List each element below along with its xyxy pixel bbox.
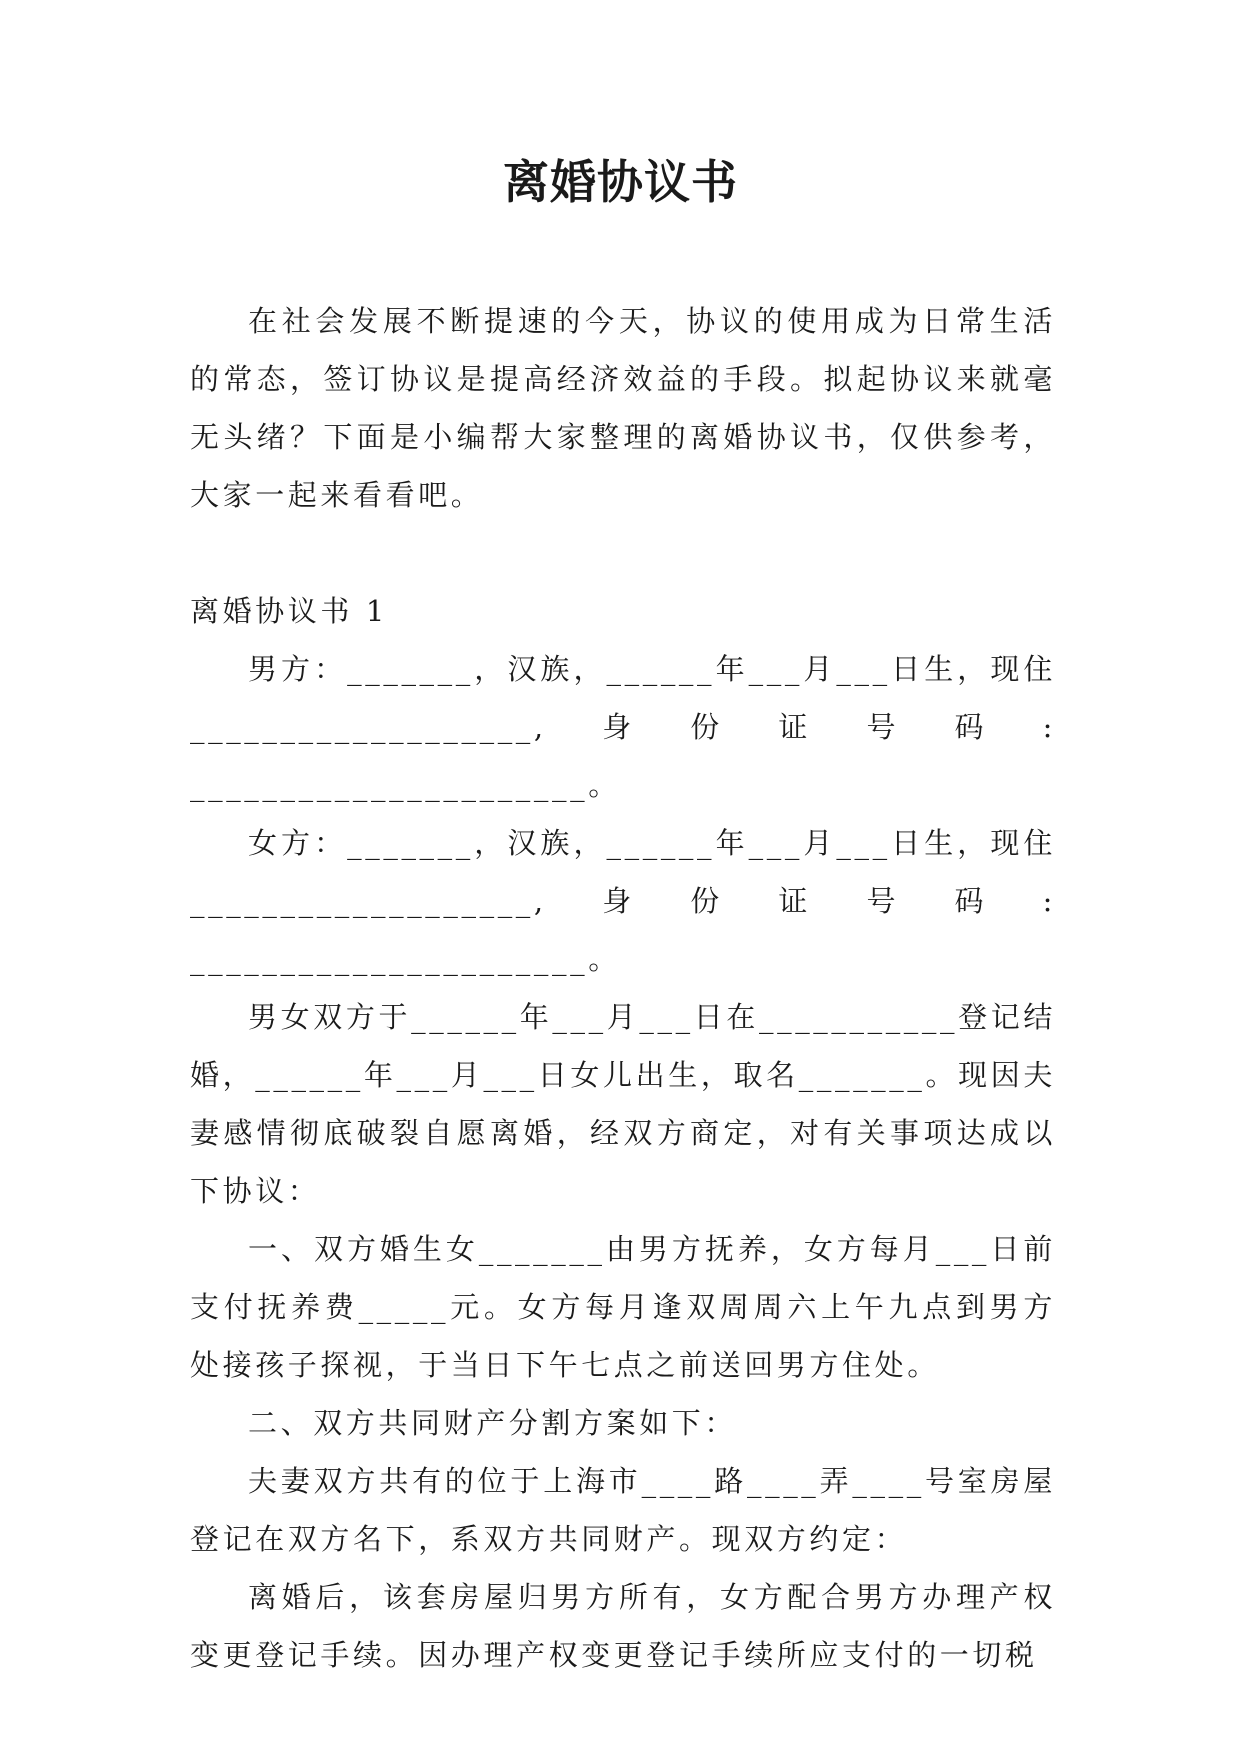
section-heading: 离婚协议书 1 — [190, 594, 388, 628]
document-body — [190, 292, 1056, 1684]
clause-husband-info: 男方：_______，汉族，______年___月___日生，现住___________________,身份证号码: ______________________。 — [190, 652, 1056, 802]
clause-child-custody: 一、双方婚生女_______由男方抚养，女方每月___日前支付抚养费_____元。女方每月逢双周周六上午九点到男方处接孩子探视，于当日下午七点之前送回男方住处。 — [190, 1232, 1056, 1382]
clause-property-transfer: 离婚后，该套房屋归男方所有，女方配合男方办理产权变更登记手续。因办理产权变更登记手续所应支付的一切税 — [190, 1580, 1056, 1672]
intro-paragraph: 在社会发展不断提速的今天，协议的使用成为日常生活的常态，签订协议是提高经济效益的手段。拟起协议来就毫无头绪？下面是小编帮大家整理的离婚协议书，仅供参考，大家一起来看看吧。 — [190, 304, 1056, 512]
clause-property-heading: 二、双方共同财产分割方案如下： — [248, 1406, 738, 1440]
document-title: 离婚协议书 — [503, 155, 738, 209]
clause-property-detail: 夫妻双方共有的位于上海市____路____弄____号室房屋登记在双方名下，系双方共同财产。现双方约定： — [190, 1464, 1056, 1556]
clause-wife-info: 女方：_______，汉族，______年___月___日生，现住___________________,身份证号码: ______________________。 — [190, 826, 1056, 976]
clause-marriage-info: 男女双方于______年___月___日在___________登记结婚，______年___月___日女儿出生，取名_______。现因夫妻感情彻底破裂自愿离婚，经双方商定，对有关事项达成以下协议： — [190, 1000, 1056, 1208]
